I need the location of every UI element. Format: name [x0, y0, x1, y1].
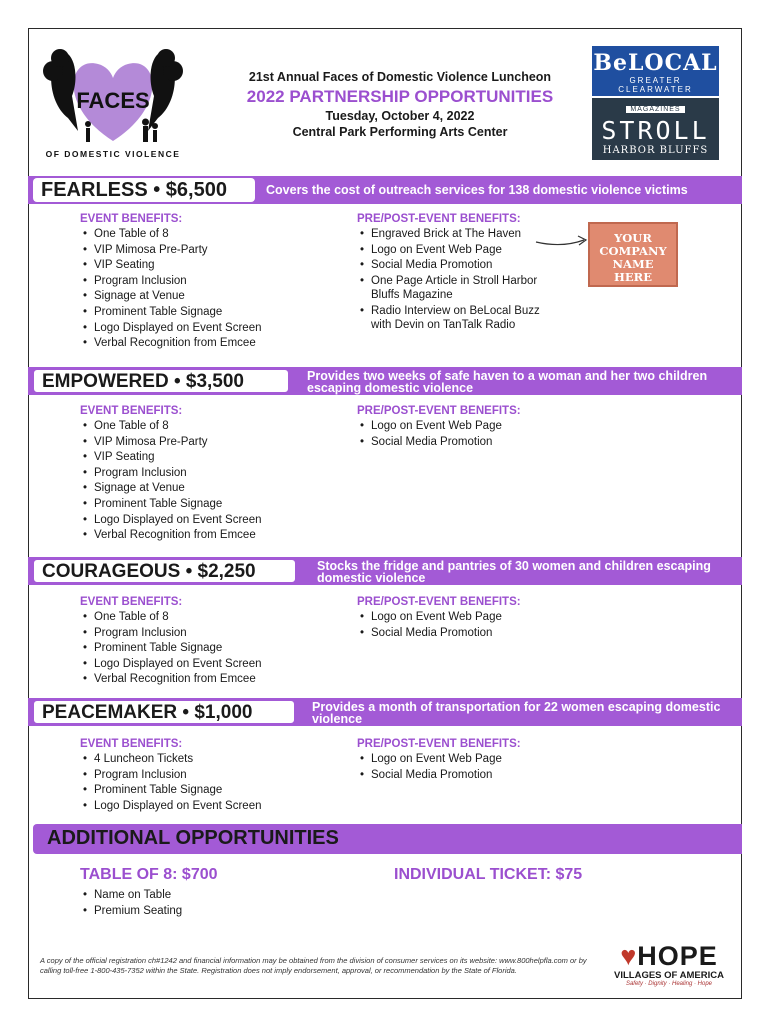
- list-item: • Logo Displayed on Event Screen: [80, 799, 320, 815]
- event-benefits-heading: EVENT BENEFITS:: [80, 738, 183, 750]
- brick-line: HERE: [614, 270, 652, 284]
- event-benefits-empowered: [80, 405, 320, 544]
- list-item: • VIP Seating: [80, 258, 320, 274]
- pre-post-heading: PRE/POST-EVENT BENEFITS:: [357, 738, 521, 750]
- list-item: • VIP Mimosa Pre-Party: [80, 435, 320, 451]
- faces-logo: [38, 36, 188, 161]
- hope-villages-logo: [608, 942, 730, 992]
- list-item: • Prominent Table Signage: [80, 497, 320, 513]
- pre-post-benefits-fearless: [357, 213, 567, 332]
- list-item: • Social Media Promotion: [357, 768, 567, 784]
- tier-name-peacemaker: PEACEMAKER • $1,000: [33, 700, 295, 724]
- list-item: • One Table of 8: [80, 419, 320, 435]
- list-item: • Logo Displayed on Event Screen: [80, 321, 320, 337]
- brick-line: COMPANY: [599, 244, 667, 258]
- table-of-8-heading: TABLE OF 8: $700: [80, 866, 218, 883]
- engraved-brick-image: [588, 222, 678, 287]
- list-item: • Prominent Table Signage: [80, 641, 320, 657]
- list-item: • Prominent Table Signage: [80, 305, 320, 321]
- list-item: • Verbal Recognition from Emcee: [80, 528, 320, 544]
- hope-line3: Safety · Dignity · Healing · Hope: [625, 981, 713, 987]
- list-item: • Program Inclusion: [80, 274, 320, 290]
- event-benefits-heading: EVENT BENEFITS:: [80, 213, 183, 225]
- pre-post-heading: PRE/POST-EVENT BENEFITS:: [357, 213, 521, 225]
- list-item: • Social Media Promotion: [357, 435, 567, 451]
- list-item: • Logo on Event Web Page: [357, 419, 567, 435]
- list-item: • Premium Seating: [80, 904, 300, 920]
- arrow-icon: [534, 232, 590, 252]
- list-item: • Program Inclusion: [80, 466, 320, 482]
- stroll-magazines: MAGAZINES: [626, 106, 684, 113]
- hope-text: HOPE: [637, 941, 718, 971]
- list-item: • Program Inclusion: [80, 768, 320, 784]
- event-benefits-heading: EVENT BENEFITS:: [80, 596, 183, 608]
- event-benefits-fearless: [80, 213, 320, 352]
- tier-name-courageous: COURAGEOUS • $2,250: [33, 559, 296, 583]
- belocal-name: BeLOCAL: [593, 50, 718, 76]
- list-item: • Signage at Venue: [80, 481, 320, 497]
- list-item: • Logo Displayed on Event Screen: [80, 657, 320, 673]
- tier-desc-peacemaker: Provides a month of transportation for 22 women escaping domestic violence: [312, 700, 721, 726]
- faces-tagline: OF DOMESTIC VIOLENCE: [45, 149, 181, 159]
- event-venue: Central Park Performing Arts Center: [292, 125, 508, 139]
- pre-post-benefits-courageous: [357, 596, 567, 641]
- event-date: Tuesday, October 4, 2022: [325, 109, 475, 123]
- list-item: • Logo on Event Web Page: [357, 243, 567, 259]
- list-item: • VIP Seating: [80, 450, 320, 466]
- pre-post-heading: PRE/POST-EVENT BENEFITS:: [357, 405, 521, 417]
- list-item: • Program Inclusion: [80, 626, 320, 642]
- brick-line: NAME: [612, 257, 654, 271]
- list-item: • Signage at Venue: [80, 289, 320, 305]
- header: [205, 70, 595, 139]
- tier-desc-courageous: Stocks the fridge and pantries of 30 women and children escaping domestic violence: [317, 559, 711, 585]
- list-item: • One Table of 8: [80, 610, 320, 626]
- list-item: • VIP Mimosa Pre-Party: [80, 243, 320, 259]
- list-item: • Name on Table: [80, 888, 300, 904]
- tier-name-empowered: EMPOWERED • $3,500: [33, 369, 289, 393]
- additional-title: ADDITIONAL OPPORTUNITIES: [47, 827, 339, 849]
- stroll-logo: [592, 98, 719, 160]
- event-subtitle: 21st Annual Faces of Domestic Violence Luncheon: [248, 70, 552, 84]
- list-item: • Verbal Recognition from Emcee: [80, 336, 320, 352]
- list-item: • One Page Article in Stroll Harbor Bluffs Magazine: [357, 274, 557, 302]
- list-item: • Verbal Recognition from Emcee: [80, 672, 320, 688]
- hope-line2: VILLAGES OF AMERICA: [614, 970, 724, 981]
- tier-name-fearless: FEARLESS • $6,500: [33, 178, 255, 202]
- page-title: 2022 PARTNERSHIP OPPORTUNITIES: [246, 87, 554, 106]
- belocal-sub: GREATER CLEARWATER: [618, 76, 693, 94]
- brick-line: YOUR: [614, 231, 652, 245]
- list-item: • Radio Interview on BeLocal Buzz with Devin on TanTalk Radio: [357, 304, 557, 332]
- registration-disclaimer: A copy of the official registration ch#1242 and financial information may be obtained from the division of consumer services on its website: www.800helpfla.com or by calling toll-free 1-800-435-7352 within the State. Registration does not imply endorsement, approval, or recommendation by the State of Florida.: [40, 956, 587, 975]
- stroll-sub: HARBOR BLUFFS: [602, 145, 709, 156]
- table-of-8-benefits: [80, 888, 300, 919]
- hope-word: [608, 942, 730, 970]
- list-item: • Logo Displayed on Event Screen: [80, 513, 320, 529]
- pre-post-heading: PRE/POST-EVENT BENEFITS:: [357, 596, 521, 608]
- additional-opportunities-bar: [33, 824, 742, 854]
- event-benefits-heading: EVENT BENEFITS:: [80, 405, 183, 417]
- tier-desc-fearless: Covers the cost of outreach services for 138 domestic violence victims: [266, 183, 688, 197]
- list-item: • Engraved Brick at The Haven: [357, 227, 567, 243]
- event-benefits-courageous: [80, 596, 320, 688]
- belocal-logo: [592, 46, 719, 96]
- pre-post-benefits-peacemaker: [357, 738, 567, 783]
- faces-word: FACES: [76, 88, 150, 113]
- list-item: • Social Media Promotion: [357, 626, 567, 642]
- pre-post-benefits-empowered: [357, 405, 567, 450]
- stroll-name: STROLL: [601, 116, 710, 145]
- list-item: • Logo on Event Web Page: [357, 752, 567, 768]
- tier-desc-empowered: Provides two weeks of safe haven to a woman and her two children escaping domestic violence: [307, 369, 708, 395]
- event-benefits-peacemaker: [80, 738, 320, 814]
- individual-ticket-heading: INDIVIDUAL TICKET: $75: [394, 866, 583, 883]
- heart-icon: ♥: [620, 941, 638, 971]
- list-item: • Prominent Table Signage: [80, 783, 320, 799]
- list-item: • Logo on Event Web Page: [357, 610, 567, 626]
- list-item: • One Table of 8: [80, 227, 320, 243]
- list-item: • Social Media Promotion: [357, 258, 567, 274]
- list-item: • 4 Luncheon Tickets: [80, 752, 320, 768]
